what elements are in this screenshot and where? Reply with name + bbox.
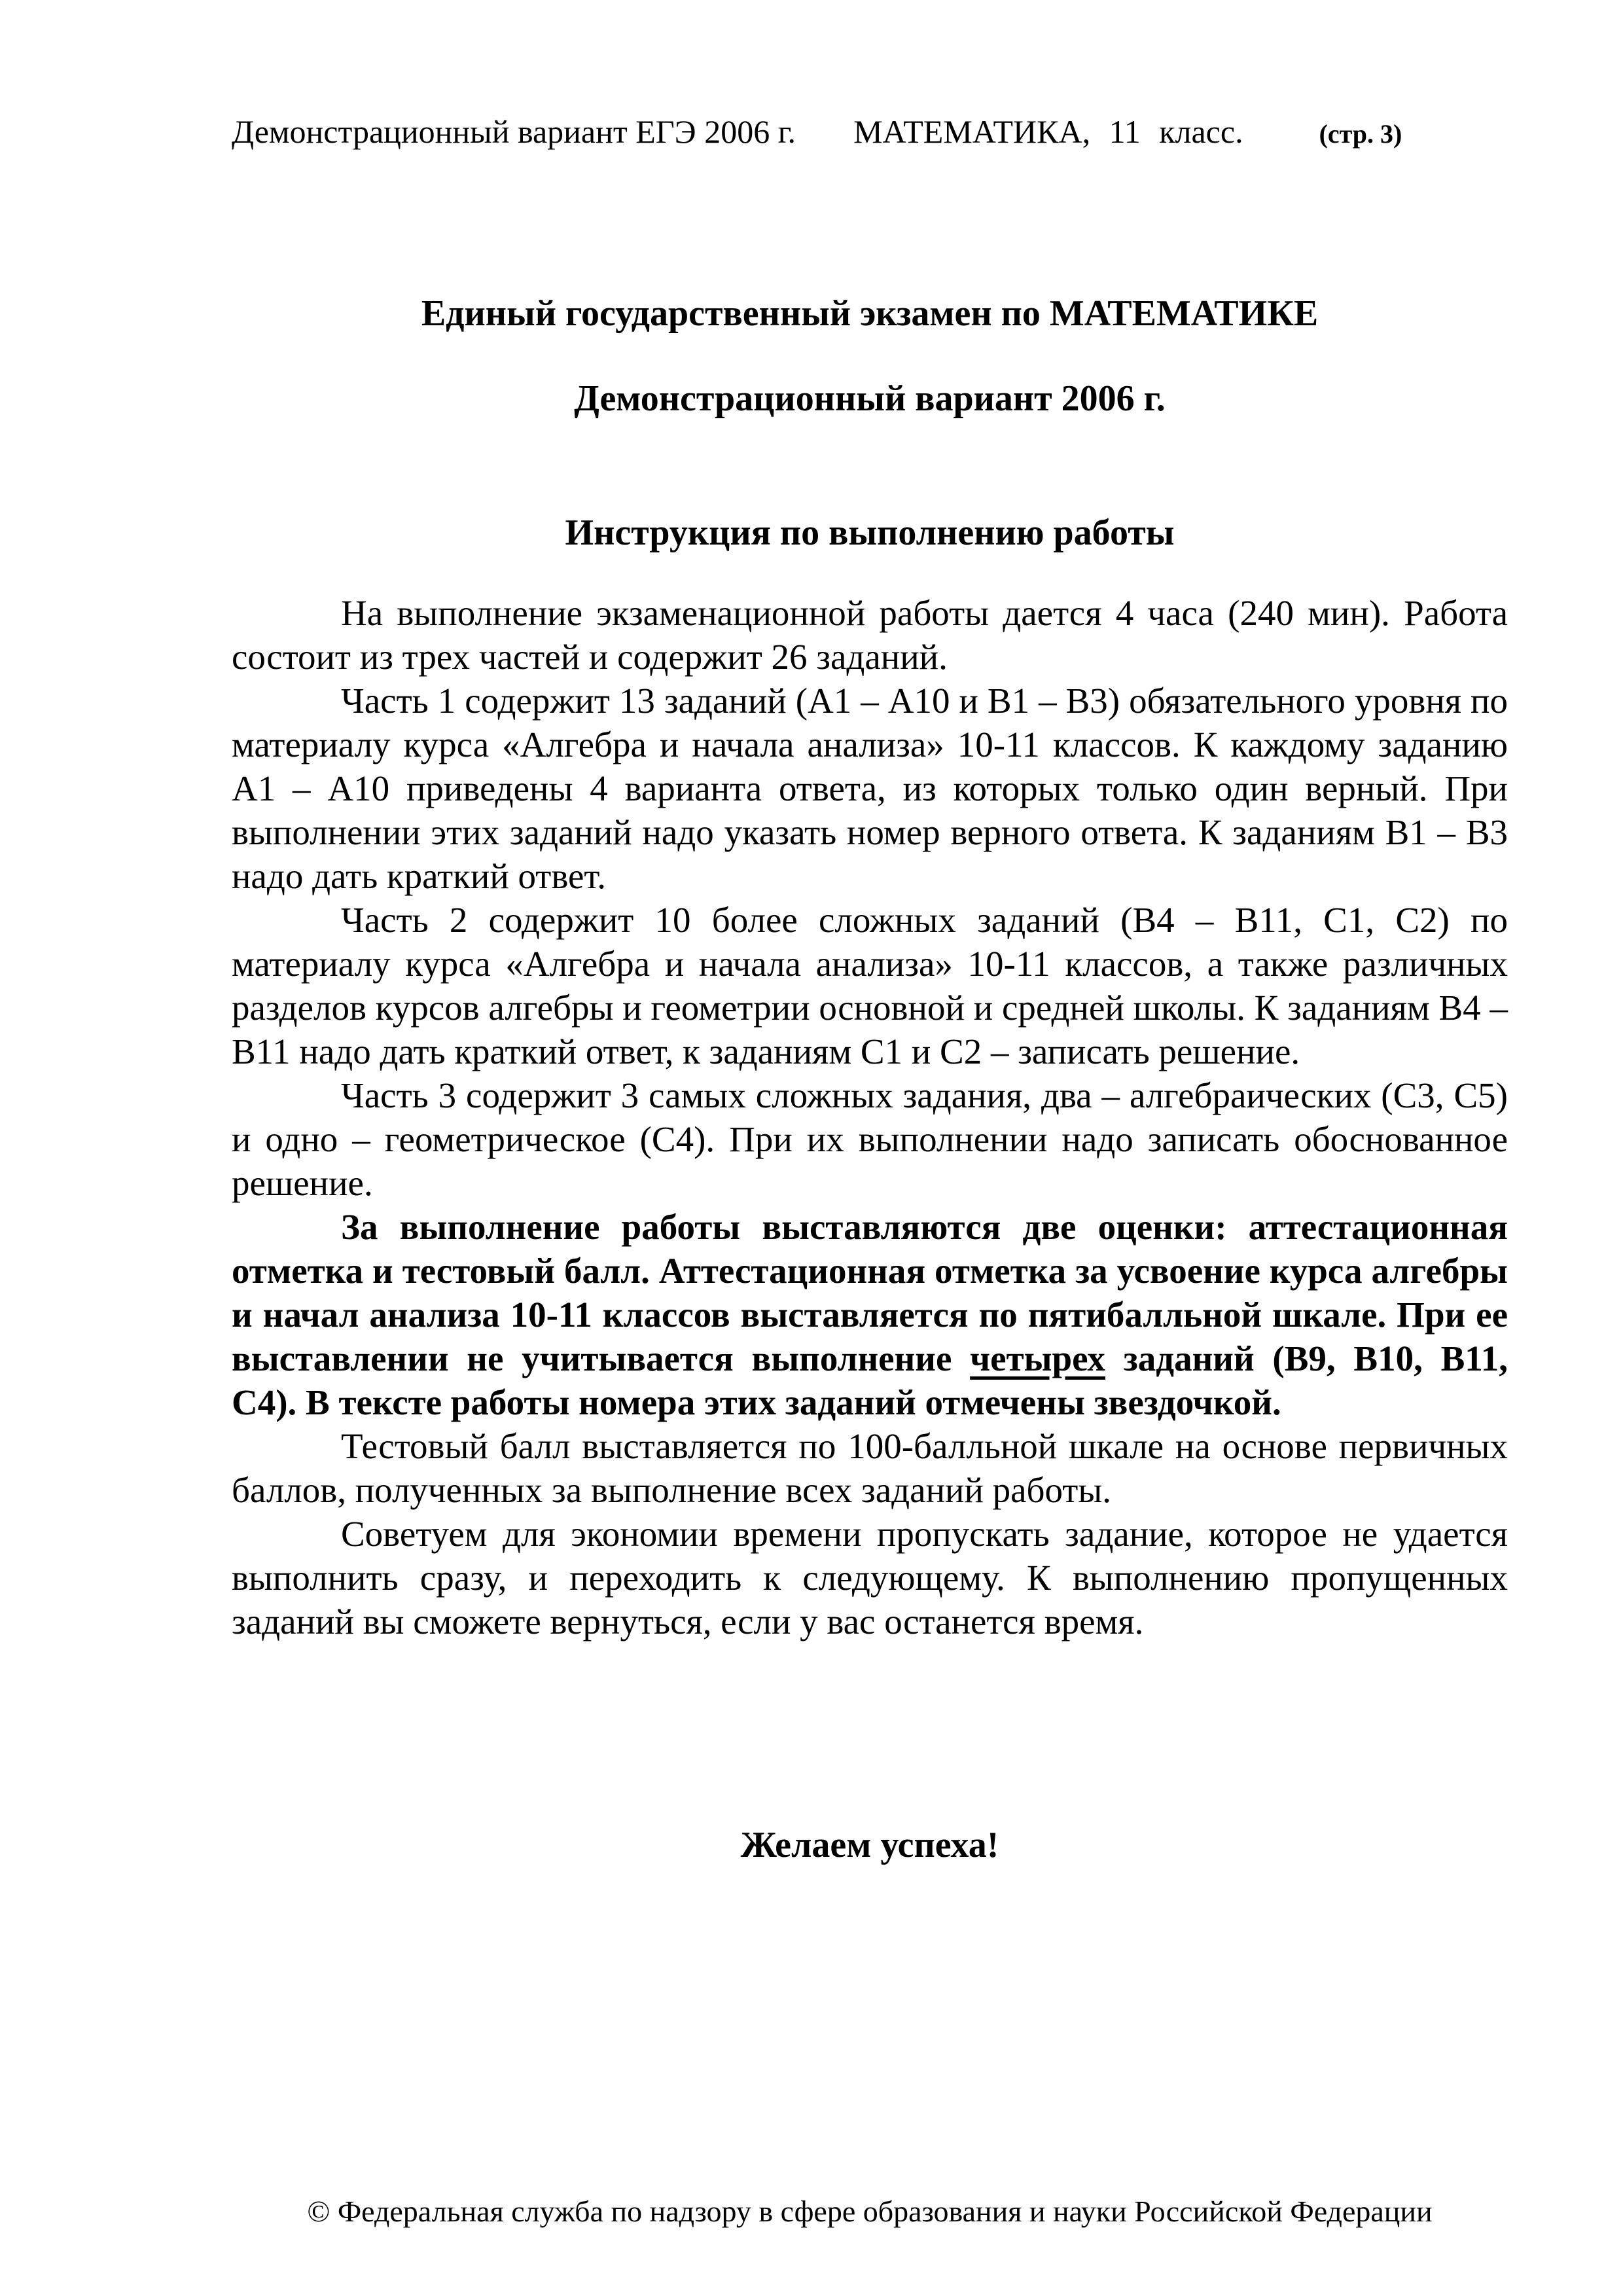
paragraph — [232, 1205, 1508, 1424]
section-heading: Инструкция по выполнению работы — [565, 512, 1175, 553]
paragraph — [232, 591, 1508, 679]
paragraph — [232, 679, 1508, 898]
text-run: заданий (В9, В10, В11, С4). В тексте работы номера этих заданий отмечены звездочкой. — [232, 1338, 1508, 1422]
closing-message: Желаем успеха! — [740, 1825, 999, 1865]
header-variant-label: Демонстрационный вариант ЕГЭ 2006 г. — [232, 113, 796, 150]
running-header — [232, 113, 1449, 151]
header-page-number: (стр. 3) — [1319, 119, 1402, 149]
instruction-paragraphs — [232, 591, 1508, 1643]
text-run: За выполнение работы выставляются две оценки: аттестационная отметка и тестовый балл. Аттестационная отметка за усвоение курса алгебры и начал анализа 10-11 классов выставляется по пятибалльной шкале. При ее выставлении не учитывается выполнение — [232, 1207, 1508, 1378]
paragraph — [232, 1424, 1508, 1512]
text-run: Часть 1 содержит 13 заданий (А1 – А10 и В1 – В3) обязательного уровня по материалу курса «Алгебра и начала анализа» 10-11 классов. К каждому заданию А1 – А10 приведены 4 варианта ответа, из которых только один верный. При выполнении этих заданий надо указать номер верного ответа. К заданиям В1 – В3 надо дать краткий ответ. — [232, 681, 1508, 896]
page-title: Единый государственный экзамен по МАТЕМАТИКЕ — [421, 293, 1319, 334]
paragraph — [232, 898, 1508, 1073]
text-run: Часть 3 содержит 3 самых сложных задания, два – алгебраических (С3, С5) и одно – геометрическое (С4). При их выполнении надо записать обоснованное решение. — [232, 1075, 1508, 1203]
paragraph — [232, 1512, 1508, 1643]
paragraph — [232, 1073, 1508, 1205]
underlined-word: четырех — [970, 1338, 1105, 1378]
page-subtitle: Демонстрационный вариант 2006 г. — [574, 378, 1166, 419]
header-subject-label: МАТЕМАТИКА, 11 класс. — [853, 113, 1243, 150]
footer-copyright: © Федеральная служба по надзору в сфере образования и науки Российской Федерации — [307, 2195, 1433, 2228]
text-run: На выполнение экзаменационной работы дается 4 часа (240 мин). Работа состоит из трех частей и содержит 26 заданий. — [232, 593, 1508, 677]
text-run: Тестовый балл выставляется по 100-балльной шкале на основе первичных баллов, полученных за выполнение всех заданий работы. — [232, 1426, 1508, 1510]
text-run: Часть 2 содержит 10 более сложных заданий (В4 – В11, С1, С2) по материалу курса «Алгебра и начала анализа» 10-11 классов, а также различных разделов курсов алгебры и геометрии основной и средней школы. К заданиям В4 – В11 надо дать краткий ответ, к заданиям С1 и С2 – записать решение. — [232, 900, 1508, 1071]
text-run: Советуем для экономии времени пропускать задание, которое не удается выполнить сразу, и переходить к следующему. К выполнению пропущенных заданий вы сможете вернуться, если у вас останется время. — [232, 1514, 1508, 1641]
